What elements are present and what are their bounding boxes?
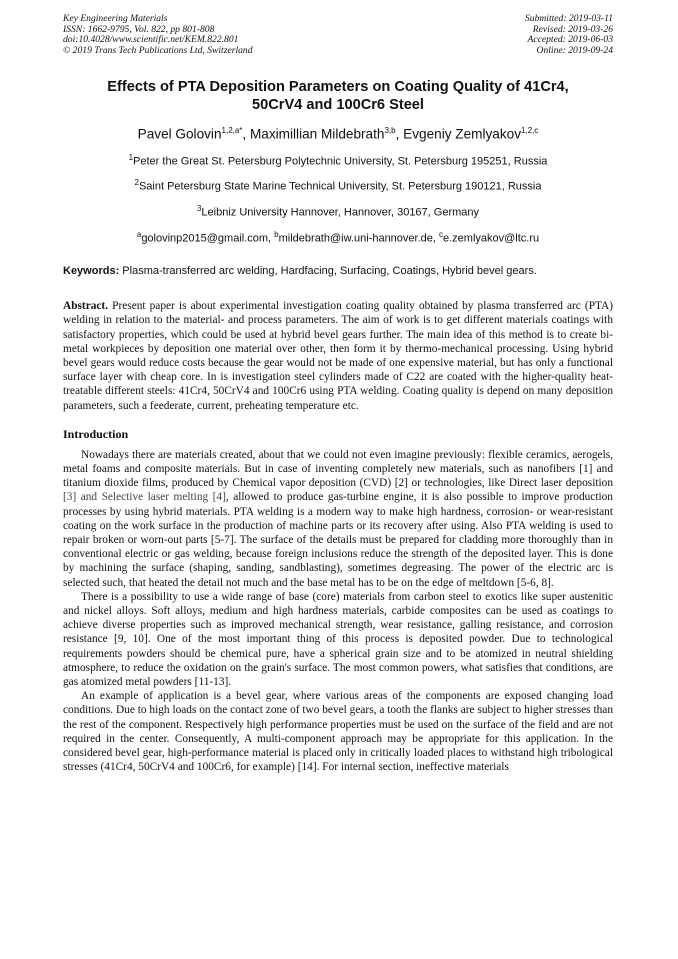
- journal-name: Key Engineering Materials: [63, 13, 168, 24]
- affiliation-text: Saint Petersburg State Marine Technical University, St. Petersburg 190121, Russia: [138, 180, 542, 193]
- reference-link[interactable]: [3] and Selective laser melting [4]: [63, 491, 226, 504]
- abstract-text: Present paper is about experimental investigation coating quality obtained by plasma transferred arc (PTA) welding in relation to the material- and process parameters. The aim of work is to get different materials coatings with satisfactory properties, which could be used at hybrid bevel gears further. The main idea of this method is to create bi-metal workpieces by deposition one material over other, then form it by thermo-mechanical processing. Using hybrid bevel gears would reduce costs because the gear would not be made of one expensive material, but has only a functional surface layer with cheap core. In is investigation steel cylinders made of C22 are coated with the higher-quality heat-treatable different steels: 41Cr4, 50CrV4 and 100Cr6 using PTA welding. Coating quality is depend on many deposition parameters, such a feederate, current, preheating temperature etc.: [63, 300, 613, 412]
- intro-paragraph-1: [63, 448, 613, 590]
- author-name: Evgeniy Zemlyakov: [403, 126, 522, 142]
- author-list: Pavel Golovin$^{1,2,a*}$, Maximillian Mildebrath$^{3,b}$, Evgeniy Zemlyakov$^{1,2,c}$: [137, 126, 539, 142]
- affiliation-text: Leibniz University Hannover, Hannover, 30167, Germany: [201, 206, 480, 219]
- title-line-1: Effects of PTA Deposition Parameters on Coating Quality of 41Cr4,: [107, 79, 569, 95]
- affiliation-mark: 2: [134, 178, 139, 188]
- author-affiliation-mark: 1,2,a*: [221, 126, 243, 135]
- email-list: [63, 228, 613, 246]
- email-address[interactable]: mildebrath@iw.uni-hannover.de,: [278, 232, 439, 245]
- dates-info: [525, 14, 613, 56]
- title-line-2: 50CrV4 and 100Cr6 Steel: [252, 97, 424, 113]
- paragraph-text: Nowadays there are materials created, about that we could not even imagine previously: flexible ceramics, aerogels, metal foams and composite materials. But in case of inventing completely new materials, such as nanofibers [1] and titanium dioxide films, produced by Chemical vapor deposition (CVD) [2] or technologies, like Direct laser deposition: [63, 448, 613, 490]
- paragraph-text: , allowed to produce gas-turbine engine, it is also possible to improve production processes by using hybrid materials. PTA welding is a modern way to make high hardness, corrosion- or wear-resistant coating on the work surface in the production of machine parts or its recovery after using. Also PTA welding is used to repair broken or worn-out parts [5-7]. The surface of the details must be prepared for cladding more thoroughly than in conventional electric or gas welding, because foreign inclusions reduce the strength of the deposited layer. This is done by machining the surface (shaping, sanding, sandblasting), sometimes degreasing. The power of the electric arc is selected such, that heated the detail not much and the base metal has to be on the edge of meltdown [5-6, 8].: [63, 491, 613, 589]
- intro-paragraph-3: An example of application is a bevel gear, where various areas of the components are exposed changing load conditions. Due to high loads on the contact zone of two bevel gears, a tooth the flanks are subject to higher stresses than the rest of the component. Respectively high performance properties must be used on the surface of the field and are not required in the center. Consequently, A multi-component approach may be appropriate for this application. In the considered bevel gear, high-performance material is placed only in critically loaded places to withstand high tribological stresses (41Cr4, 50CrV4 and 100Cr6, for example) [14]. For internal section, ineffective materials: [63, 690, 613, 774]
- keywords-label: Keywords:: [63, 265, 120, 278]
- author-name: Maximillian Mildebrath: [249, 126, 385, 142]
- affiliation-text: Peter the Great St. Petersburg Polytechnic University, St. Petersburg 195251, Russia: [133, 155, 548, 168]
- author-name: Pavel Golovin: [137, 126, 222, 142]
- paper-page: [63, 14, 613, 774]
- issn-line: ISSN: 1662-9795, Vol. 822, pp 801-808: [63, 23, 215, 35]
- affiliation: [63, 151, 613, 169]
- intro-paragraph-2: There is a possibility to use a wide range of base (core) materials from carbon steel to exotics like super austenitic and nickel alloys. Soft alloys, medium and high hardness materials, carbide composites can be used as coatings to achieve diverse properties such as improved mechanical strength, wear resistance, galling resistance, and corrosion resistance [9, 10]. One of the most important thing of this process is deposited powder. Due to technological requirements powders should be chemical pure, have a spherical grain size and to be atomized in neutral shielding atmosphere, to reduce the oxidation on the grain's surface. The most common powers, what satisfies that conditions, are gas atomized metal powders [11-13].: [63, 590, 613, 689]
- accepted-date: Accepted: 2019-06-03: [527, 34, 613, 45]
- abstract-label: Abstract.: [63, 300, 109, 313]
- online-date: Online: 2019-09-24: [536, 44, 613, 56]
- keywords: [63, 265, 613, 278]
- email-mark: a: [136, 229, 142, 239]
- email-mark: c: [439, 229, 443, 239]
- keywords-text: Plasma-transferred arc welding, Hardfacing, Surfacing, Coatings, Hybrid bevel gears.: [119, 265, 537, 278]
- author-affiliation-mark: 1,2,c: [521, 126, 539, 135]
- affiliation: [63, 202, 613, 220]
- journal-header: [63, 14, 613, 56]
- affiliation-mark: 3: [196, 203, 202, 213]
- submitted-date: Submitted: 2019-03-11: [524, 13, 613, 24]
- affiliation-mark: 1: [128, 152, 134, 162]
- copyright-line: © 2019 Trans Tech Publications Ltd, Switzerland: [63, 44, 253, 56]
- email-address[interactable]: e.zemlyakov@ltc.ru: [443, 232, 540, 245]
- revised-date: Revised: 2019-03-26: [532, 23, 613, 35]
- email-mark: b: [274, 229, 279, 239]
- affiliation: [63, 176, 613, 194]
- doi-line: doi:10.4028/www.scientific.net/KEM.822.801: [63, 34, 239, 45]
- paper-title: [63, 78, 613, 114]
- section-heading-introduction: Introduction: [63, 426, 129, 441]
- author-affiliation-mark: 3,b: [384, 126, 396, 135]
- abstract: [63, 299, 613, 413]
- email-address[interactable]: golovinp2015@gmail.com,: [141, 232, 275, 245]
- journal-info: [63, 14, 253, 56]
